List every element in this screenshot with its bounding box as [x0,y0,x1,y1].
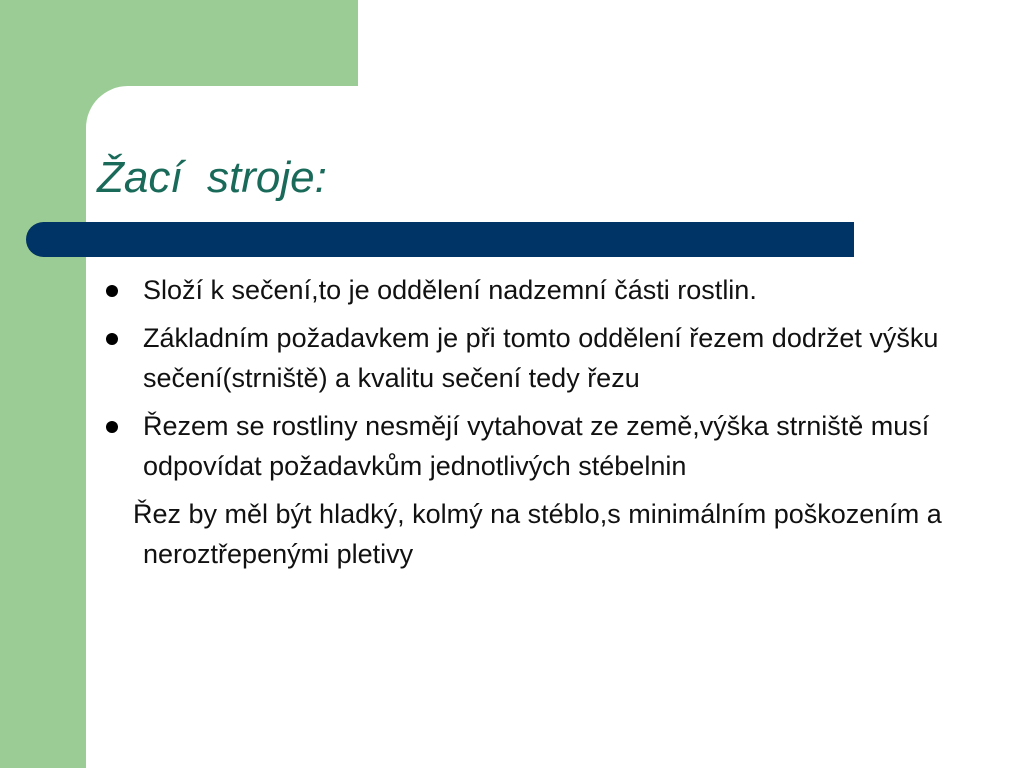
bullet-text: Složí k sečení,to je oddělení nadzemní části rostlin. [143,275,757,305]
title-underline-bar [26,222,854,257]
bullet-dot-icon [106,421,118,433]
bullet-dot-icon [106,333,118,345]
bullet-text: Základním požadavkem je při tomto oddělení řezem dodržet výšku sečení(strniště) a kvalitu sečení tedy řezu [143,323,939,393]
slide-title: Žací stroje: [97,153,327,202]
note-paragraph: Řez by měl být hladký, kolmý na stéblo,s minimálním poškozením a neroztřepenými pletivy [133,499,942,569]
bullet-item [0,406,943,486]
bullet-dot-icon [106,285,118,297]
bullet-item [0,270,943,310]
bullet-text: Řezem se rostliny nesmějí vytahovat ze země,výška strniště musí odpovídat požadavkům jednotlivých stébelnin [143,411,930,481]
bullet-item [0,318,943,398]
slide-content [0,270,1024,574]
